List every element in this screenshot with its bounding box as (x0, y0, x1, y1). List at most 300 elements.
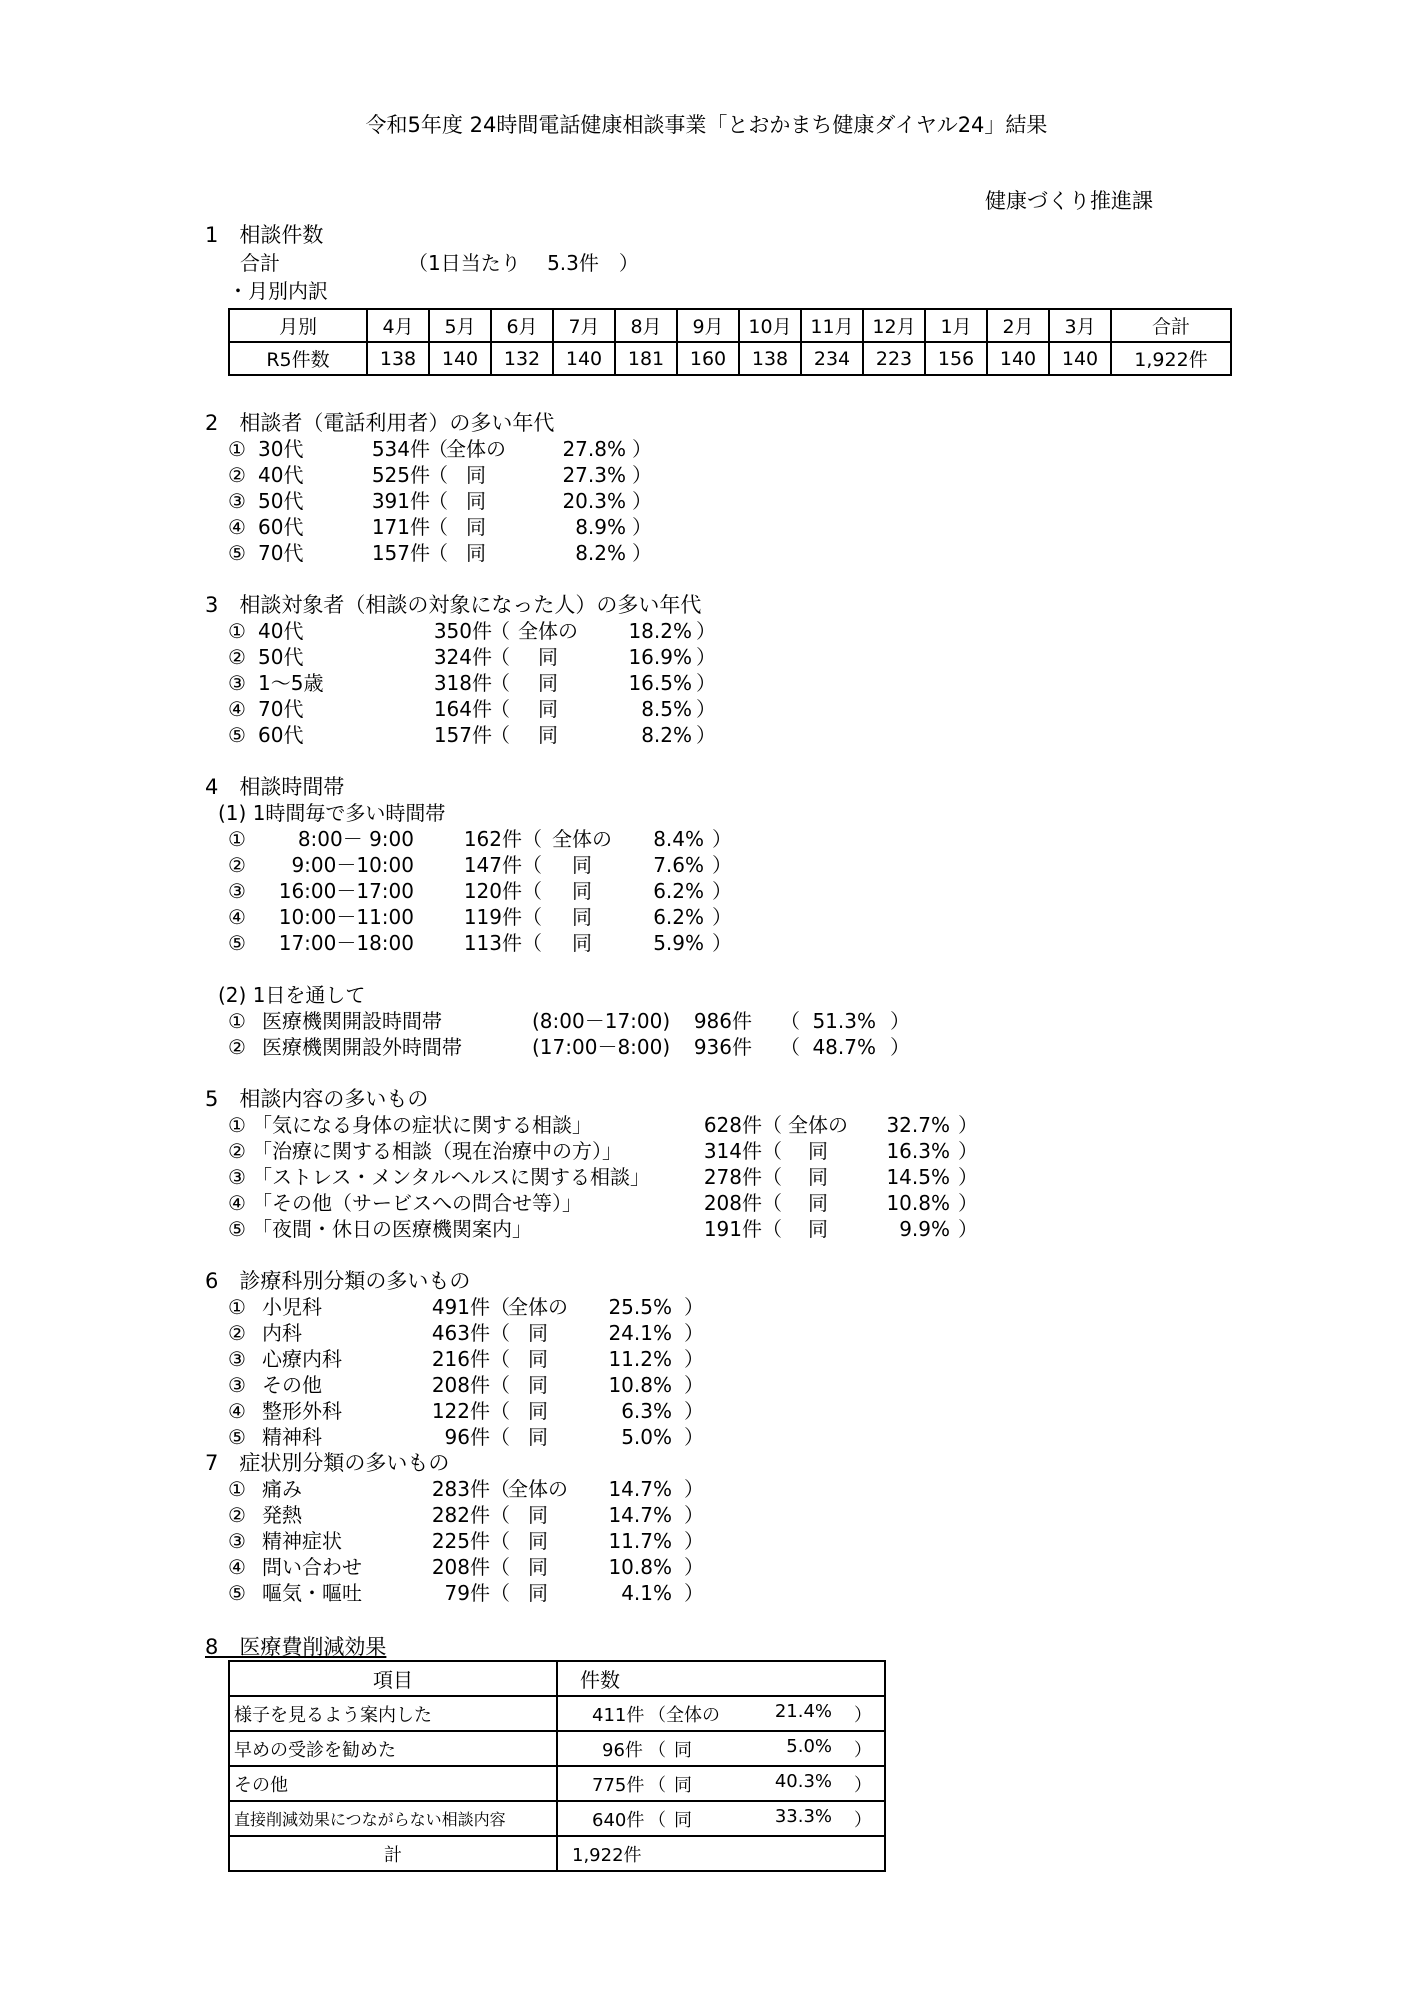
item-rank: ⑤ (228, 931, 246, 955)
item-pct: 27.3% (562, 463, 626, 487)
item-pct: 51.3% (812, 1009, 876, 1033)
monthly-data-row (229, 342, 1231, 375)
item-count: 318件 (433, 671, 492, 695)
item-rank: ⑤ (228, 723, 246, 747)
header-cell: 11月 (801, 309, 863, 342)
item-close: ） (958, 1139, 978, 1163)
data-cell: 140 (1049, 342, 1111, 375)
item-open: （ (762, 1165, 782, 1189)
item-open: （ (490, 1529, 510, 1553)
header-cell: 2月 (987, 309, 1049, 342)
item-label: 内科 (262, 1321, 302, 1345)
item-pct: 10.8% (886, 1191, 950, 1215)
item-close: ） (712, 879, 732, 903)
item-label: 70代 (258, 541, 304, 565)
list-item (0, 1320, 1413, 1346)
cost-reduction-table (228, 1660, 886, 1872)
item-close: ） (632, 437, 652, 461)
item-open: （ (428, 515, 448, 539)
section-8-heading: 8 医療費削減効果 (205, 1635, 387, 1659)
item-close: ） (684, 1295, 704, 1319)
item-rank: ① (228, 437, 246, 461)
total-count: 1,922件 (557, 1836, 885, 1871)
item-close: ） (712, 905, 732, 929)
data-cell: 138 (367, 342, 429, 375)
effect-row (229, 1696, 885, 1731)
effect-close: ） (854, 1705, 872, 1726)
item-label: 「夜間・休日の医療機関案内」 (252, 1217, 532, 1241)
item-rank: ⑤ (228, 1581, 246, 1605)
item-rank: ⑤ (228, 1425, 246, 1449)
item-open: （ (490, 1321, 510, 1345)
item-open: （ (780, 1035, 800, 1059)
item-open: （ (490, 1295, 510, 1319)
list-item (0, 1580, 1413, 1606)
item-close: ） (696, 697, 716, 721)
item-close: ） (684, 1425, 704, 1449)
item-label: 70代 (258, 697, 304, 721)
item-qual: 同 (572, 931, 592, 955)
list-item (0, 1216, 1413, 1242)
effect-value (557, 1696, 885, 1731)
item-count: 79件 (444, 1581, 490, 1605)
item-label: 嘔気・嘔吐 (262, 1581, 362, 1605)
item-pct: 32.7% (886, 1113, 950, 1137)
item-count: 122件 (431, 1399, 490, 1423)
item-count: 324件 (433, 645, 492, 669)
item-range: (17:00－8:00) (532, 1035, 671, 1059)
item-qual: 同 (808, 1139, 828, 1163)
item-qual: 同 (538, 723, 558, 747)
item-pct: 48.7% (812, 1035, 876, 1059)
effect-count: 640件 (592, 1810, 645, 1831)
item-qual: 同 (808, 1217, 828, 1241)
item-rank: ② (228, 1321, 246, 1345)
effect-close: ） (854, 1740, 872, 1761)
list-item (0, 1554, 1413, 1580)
item-qual: 全体の (508, 1477, 568, 1501)
item-pct: 8.9% (575, 515, 626, 539)
header-cell: 10月 (739, 309, 801, 342)
item-label: 16:00－17:00 (278, 879, 414, 903)
item-qual: 同 (572, 905, 592, 929)
item-open: （ (490, 1503, 510, 1527)
item-pct: 14.7% (608, 1503, 672, 1527)
list-item (0, 1476, 1413, 1502)
effect-row (229, 1766, 885, 1801)
total-label: 計 (229, 1836, 557, 1871)
item-label: 50代 (258, 645, 304, 669)
item-pct: 6.2% (653, 905, 704, 929)
list-item (0, 670, 1413, 696)
data-cell: 140 (553, 342, 615, 375)
item-label: 医療機関開設外時間帯 (262, 1035, 462, 1059)
list-item (0, 488, 1413, 514)
item-rank: ② (228, 463, 246, 487)
item-pct: 18.2% (628, 619, 692, 643)
header-cell: 8月 (615, 309, 677, 342)
item-close: ） (684, 1347, 704, 1371)
effect-pct: 40.3% (774, 1771, 832, 1792)
item-open: （ (490, 697, 510, 721)
item-pct: 10.8% (608, 1373, 672, 1397)
item-count: 96件 (444, 1425, 490, 1449)
item-label: 精神科 (262, 1425, 322, 1449)
item-pct: 14.7% (608, 1477, 672, 1501)
item-rank: ③ (228, 671, 246, 695)
header-cell: 7月 (553, 309, 615, 342)
header-cell: 9月 (677, 309, 739, 342)
item-rank: ⑤ (228, 541, 246, 565)
item-open: （ (490, 1347, 510, 1371)
item-label: 40代 (258, 619, 304, 643)
effect-label: その他 (229, 1766, 557, 1801)
list-item (0, 1398, 1413, 1424)
item-rank: ① (228, 1009, 246, 1033)
header-count: 件数 (557, 1661, 885, 1696)
item-close: ） (684, 1503, 704, 1527)
item-rank: ① (228, 827, 246, 851)
item-count: 525件 (371, 463, 430, 487)
section-7-heading: 7 症状別分類の多いもの (205, 1451, 450, 1475)
item-open: （ (780, 1009, 800, 1033)
item-rank: ④ (228, 697, 246, 721)
effect-label: 直接削減効果につながらない相談内容 (229, 1801, 557, 1836)
list-item (0, 904, 1413, 930)
item-label: 整形外科 (262, 1399, 342, 1423)
item-open: （ (490, 1399, 510, 1423)
item-open: （ (762, 1217, 782, 1241)
list-item (0, 1294, 1413, 1320)
item-qual: 同 (528, 1373, 548, 1397)
header-cell: 5月 (429, 309, 491, 342)
list-item (0, 1372, 1413, 1398)
item-rank: ① (228, 1113, 246, 1137)
section-6-heading: 6 診療科別分類の多いもの (205, 1269, 471, 1293)
per-day-average: （1日当たり 5.3件 ） (408, 251, 639, 275)
item-count: 314件 (703, 1139, 762, 1163)
item-pct: 11.7% (608, 1529, 672, 1553)
item-close: ） (890, 1009, 910, 1033)
item-qual: 同 (466, 463, 486, 487)
daily-subheading: (2) 1日を通して (218, 983, 366, 1007)
section-4-heading: 4 相談時間帯 (205, 775, 345, 799)
effect-value (557, 1801, 885, 1836)
section-5-heading: 5 相談内容の多いもの (205, 1087, 429, 1111)
item-open: （ (490, 1477, 510, 1501)
item-count: 282件 (431, 1503, 490, 1527)
item-close: ） (632, 515, 652, 539)
item-label: 小児科 (262, 1295, 322, 1319)
effect-label: 様子を見るよう案内した (229, 1696, 557, 1731)
item-rank: ① (228, 619, 246, 643)
item-close: ） (958, 1191, 978, 1215)
list-item (0, 930, 1413, 956)
list-item (0, 436, 1413, 462)
item-qual: 同 (528, 1399, 548, 1423)
data-cell: 223 (863, 342, 925, 375)
item-rank: ③ (228, 1165, 246, 1189)
item-close: ） (712, 853, 732, 877)
item-close: ） (684, 1529, 704, 1553)
header-item: 項目 (229, 1661, 557, 1696)
item-count: 157件 (371, 541, 430, 565)
list-item (0, 1112, 1413, 1138)
item-count: 191件 (703, 1217, 762, 1241)
section-3-heading: 3 相談対象者（相談の対象になった人）の多い年代 (205, 593, 702, 617)
item-pct: 8.2% (575, 541, 626, 565)
item-pct: 10.8% (608, 1555, 672, 1579)
item-count: 986件 (693, 1009, 752, 1033)
data-cell: 156 (925, 342, 987, 375)
item-qual: 同 (808, 1165, 828, 1189)
item-pct: 27.8% (562, 437, 626, 461)
item-open: （ (490, 645, 510, 669)
item-rank: ③ (228, 1347, 246, 1371)
item-label: 10:00－11:00 (278, 905, 414, 929)
item-count: 283件 (431, 1477, 490, 1501)
item-rank: ③ (228, 1373, 246, 1397)
effect-open: （ (648, 1810, 666, 1831)
list-item (0, 1164, 1413, 1190)
effect-row (229, 1801, 885, 1836)
item-label: 30代 (258, 437, 304, 461)
data-cell: 138 (739, 342, 801, 375)
item-qual: 全体の (788, 1113, 848, 1137)
item-count: 157件 (433, 723, 492, 747)
page-title: 令和5年度 24時間電話健康相談事業「とおかまち健康ダイヤル24」結果 (365, 113, 1048, 137)
item-close: ） (632, 541, 652, 565)
item-rank: ④ (228, 1555, 246, 1579)
list-item (0, 514, 1413, 540)
item-count: 628件 (703, 1113, 762, 1137)
item-close: ） (712, 931, 732, 955)
item-count: 225件 (431, 1529, 490, 1553)
item-count: 119件 (463, 905, 522, 929)
effect-open: （ (648, 1775, 666, 1796)
item-label: 問い合わせ (262, 1555, 362, 1579)
list-item (0, 540, 1413, 566)
item-count: 350件 (433, 619, 492, 643)
list-item (0, 462, 1413, 488)
data-cell: 140 (987, 342, 1049, 375)
item-pct: 24.1% (608, 1321, 672, 1345)
item-qual: 同 (466, 515, 486, 539)
item-count: 391件 (371, 489, 430, 513)
item-label: 「治療に関する相談（現在治療中の方）」 (252, 1139, 622, 1163)
item-open: （ (490, 1425, 510, 1449)
item-open: （ (490, 619, 510, 643)
item-open: （ (762, 1113, 782, 1137)
section-2-heading: 2 相談者（電話利用者）の多い年代 (205, 411, 555, 435)
item-close: ） (684, 1321, 704, 1345)
item-close: ） (958, 1113, 978, 1137)
item-close: ） (684, 1373, 704, 1397)
data-cell: R5件数 (229, 342, 367, 375)
effect-open: （ (648, 1705, 666, 1726)
item-qual: 同 (808, 1191, 828, 1215)
item-pct: 8.5% (641, 697, 692, 721)
list-item (0, 1502, 1413, 1528)
item-label: 痛み (262, 1477, 302, 1501)
list-item (0, 696, 1413, 722)
item-label: その他 (262, 1373, 322, 1397)
item-qual: 同 (466, 541, 486, 565)
item-label: 「ストレス・メンタルヘルスに関する相談」 (252, 1165, 650, 1189)
list-item (0, 618, 1413, 644)
item-range: (8:00－17:00) (532, 1009, 671, 1033)
list-item (0, 1138, 1413, 1164)
effect-count: 96件 (602, 1740, 643, 1761)
item-qual: 同 (538, 671, 558, 695)
data-cell: 160 (677, 342, 739, 375)
item-pct: 16.9% (628, 645, 692, 669)
effect-value (557, 1766, 885, 1801)
list-item (0, 826, 1413, 852)
item-count: 162件 (463, 827, 522, 851)
item-count: 463件 (431, 1321, 490, 1345)
header-cell: 6月 (491, 309, 553, 342)
item-qual: 同 (528, 1529, 548, 1553)
item-close: ） (958, 1217, 978, 1241)
item-rank: ③ (228, 489, 246, 513)
item-count: 147件 (463, 853, 522, 877)
item-rank: ① (228, 1477, 246, 1501)
item-qual: 同 (528, 1425, 548, 1449)
item-close: ） (712, 827, 732, 851)
list-item (0, 878, 1413, 904)
list-item (0, 1190, 1413, 1216)
item-count: 171件 (371, 515, 430, 539)
item-qual: 全体の (508, 1295, 568, 1319)
effect-count: 775件 (592, 1775, 645, 1796)
item-open: （ (522, 879, 542, 903)
item-label: 精神症状 (262, 1529, 342, 1553)
item-count: 936件 (693, 1035, 752, 1059)
item-count: 208件 (703, 1191, 762, 1215)
list-item (0, 1008, 1413, 1034)
item-pct: 5.0% (621, 1425, 672, 1449)
item-label: 「気になる身体の症状に関する相談」 (252, 1113, 592, 1137)
item-count: 216件 (431, 1347, 490, 1371)
item-open: （ (762, 1139, 782, 1163)
item-close: ） (696, 619, 716, 643)
item-close: ） (684, 1477, 704, 1501)
item-qual: 同 (528, 1581, 548, 1605)
item-label: 60代 (258, 723, 304, 747)
section-1-heading: 1 相談件数 (205, 223, 324, 247)
item-qual: 同 (528, 1321, 548, 1345)
item-open: （ (490, 1555, 510, 1579)
item-qual: 同 (538, 697, 558, 721)
item-close: ） (684, 1399, 704, 1423)
item-count: 208件 (431, 1373, 490, 1397)
item-rank: ④ (228, 1399, 246, 1423)
header-cell: 12月 (863, 309, 925, 342)
item-close: ） (684, 1555, 704, 1579)
item-close: ） (696, 671, 716, 695)
effect-open: （ (648, 1740, 666, 1761)
effect-close: ） (854, 1775, 872, 1796)
effect-row (229, 1731, 885, 1766)
item-label: 60代 (258, 515, 304, 539)
item-rank: ② (228, 1139, 246, 1163)
item-pct: 25.5% (608, 1295, 672, 1319)
item-label: 1～5歳 (258, 671, 324, 695)
data-cell: 140 (429, 342, 491, 375)
department-name: 健康づくり推進課 (985, 189, 1153, 213)
header-cell: 1月 (925, 309, 987, 342)
item-open: （ (762, 1191, 782, 1215)
item-pct: 16.3% (886, 1139, 950, 1163)
item-rank: ③ (228, 1529, 246, 1553)
item-qual: 同 (528, 1503, 548, 1527)
list-item (0, 644, 1413, 670)
item-count: 491件 (431, 1295, 490, 1319)
item-label: 17:00－18:00 (278, 931, 414, 955)
item-rank: ② (228, 853, 246, 877)
item-close: ） (696, 645, 716, 669)
item-open: （ (522, 905, 542, 929)
data-cell: 1,922件 (1111, 342, 1231, 375)
item-close: ） (632, 463, 652, 487)
item-count: 534件 (371, 437, 430, 461)
item-rank: ② (228, 1503, 246, 1527)
item-open: （ (428, 463, 448, 487)
list-item (0, 1528, 1413, 1554)
item-qual: 同 (538, 645, 558, 669)
effect-qual: 同 (674, 1810, 692, 1831)
item-pct: 6.2% (653, 879, 704, 903)
item-qual: 全体の (518, 619, 578, 643)
effect-pct: 33.3% (774, 1806, 832, 1827)
item-pct: 7.6% (653, 853, 704, 877)
list-item (0, 852, 1413, 878)
item-qual: 同 (528, 1347, 548, 1371)
item-pct: 6.3% (621, 1399, 672, 1423)
item-rank: ② (228, 1035, 246, 1059)
effect-qual: 同 (674, 1775, 692, 1796)
item-open: （ (490, 1581, 510, 1605)
effect-pct: 5.0% (786, 1736, 832, 1757)
item-open: （ (522, 853, 542, 877)
monthly-breakdown-label: ・月別内訳 (228, 279, 328, 303)
effect-close: ） (854, 1810, 872, 1831)
item-rank: ④ (228, 515, 246, 539)
effect-value (557, 1731, 885, 1766)
item-label: 9:00－10:00 (291, 853, 414, 877)
effect-total-row (229, 1836, 885, 1871)
item-open: （ (428, 541, 448, 565)
item-pct: 20.3% (562, 489, 626, 513)
item-rank: ③ (228, 879, 246, 903)
item-label: 発熱 (262, 1503, 302, 1527)
item-count: 278件 (703, 1165, 762, 1189)
item-rank: ⑤ (228, 1217, 246, 1241)
effect-qual: 同 (674, 1740, 692, 1761)
item-rank: ④ (228, 1191, 246, 1215)
item-label: 医療機関開設時間帯 (262, 1009, 442, 1033)
item-qual: 同 (572, 879, 592, 903)
total-label: 合計 (240, 251, 280, 275)
item-rank: ① (228, 1295, 246, 1319)
item-open: （ (428, 437, 448, 461)
item-qual: 同 (572, 853, 592, 877)
item-label: 40代 (258, 463, 304, 487)
item-pct: 11.2% (608, 1347, 672, 1371)
item-open: （ (522, 931, 542, 955)
item-close: ） (684, 1581, 704, 1605)
